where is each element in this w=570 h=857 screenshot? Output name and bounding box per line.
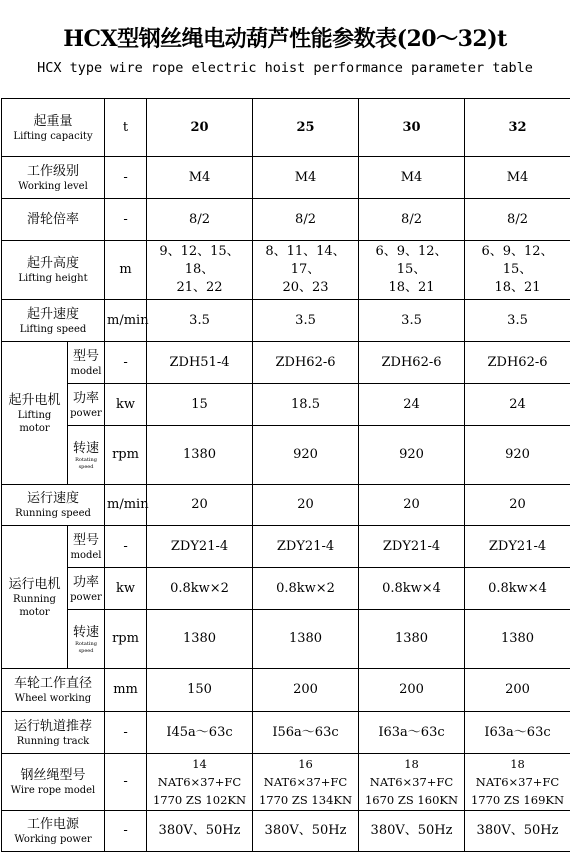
value-cell: 920 [465, 426, 570, 485]
value-cell: M4 [147, 157, 253, 199]
value-cell: ZDH62-6 [359, 342, 465, 384]
unit-cell: t [105, 99, 147, 157]
value-cell: 1380 [253, 610, 359, 669]
value-cell: 3.5 [359, 300, 465, 342]
table-row [2, 241, 570, 300]
unit-cell: - [105, 754, 147, 811]
value-cell: 8/2 [465, 199, 570, 241]
value-cell: 20 [147, 485, 253, 526]
unit-cell: - [105, 526, 147, 568]
value-cell: 24 [465, 384, 570, 426]
table-row [2, 157, 570, 199]
unit-cell: rpm [105, 610, 147, 669]
table-row [2, 712, 570, 754]
unit-cell: - [105, 199, 147, 241]
unit-cell: kw [105, 568, 147, 610]
table-row [2, 300, 570, 342]
value-cell: 0.8kw×4 [465, 568, 570, 610]
row-label: 起升高度 Lifting height [2, 241, 105, 300]
page-subtitle: HCX type wire rope electric hoist performance parameter table [37, 60, 533, 76]
table-row [2, 99, 570, 157]
value-cell: 200 [465, 669, 570, 712]
value-cell: 18 NAT6×37+FC 1770 ZS 169KN [465, 754, 570, 811]
row-label: 运行轨道推荐 Running track [2, 712, 105, 754]
value-cell: 30 [359, 99, 465, 157]
value-cell: 1380 [465, 610, 570, 669]
table-row [2, 610, 570, 669]
sub-label: 型号 model [68, 526, 105, 568]
value-cell: I56a～63c [253, 712, 359, 754]
value-cell: 1380 [147, 610, 253, 669]
value-cell: 8、11、14、17、 20、23 [253, 241, 359, 300]
value-cell: I63a～63c [465, 712, 570, 754]
unit-cell: m/min [105, 485, 147, 526]
unit-cell: mm [105, 669, 147, 712]
value-cell: M4 [359, 157, 465, 199]
value-cell: 0.8kw×2 [147, 568, 253, 610]
sub-label: 转速 Rotating speed [68, 426, 105, 485]
value-cell: 0.8kw×2 [253, 568, 359, 610]
value-cell: 32 [465, 99, 570, 157]
value-cell: 24 [359, 384, 465, 426]
value-cell: 20 [359, 485, 465, 526]
value-cell: ZDY21-4 [253, 526, 359, 568]
unit-cell: kw [105, 384, 147, 426]
sub-label: 转速 Rotating speed [68, 610, 105, 669]
sub-label: 功率 power [68, 568, 105, 610]
value-cell: 200 [359, 669, 465, 712]
table-row [2, 526, 570, 568]
value-cell: ZDY21-4 [147, 526, 253, 568]
unit-cell: - [105, 712, 147, 754]
row-label: 滑轮倍率 [2, 199, 105, 241]
group-label: 起升电机 Lifting motor [2, 342, 68, 485]
row-label: 起升速度 Lifting speed [2, 300, 105, 342]
value-cell: 0.8kw×4 [359, 568, 465, 610]
row-label: 钢丝绳型号 Wire rope model [2, 754, 105, 811]
value-cell: 8/2 [359, 199, 465, 241]
table-row [2, 384, 570, 426]
unit-cell: m/min [105, 300, 147, 342]
value-cell: 20 [147, 99, 253, 157]
unit-cell: rpm [105, 426, 147, 485]
value-cell: ZDY21-4 [359, 526, 465, 568]
table-row [2, 342, 570, 384]
row-label: 工作级别 Working level [2, 157, 105, 199]
row-label: 运行速度 Running speed [2, 485, 105, 526]
value-cell: 1380 [359, 610, 465, 669]
value-cell: 20 [253, 485, 359, 526]
value-cell: 25 [253, 99, 359, 157]
value-cell: 6、9、12、15、 18、21 [465, 241, 570, 300]
value-cell: 380V、50Hz [147, 811, 253, 852]
table-row [2, 426, 570, 485]
parameter-table [1, 98, 570, 852]
table-row [2, 568, 570, 610]
value-cell: 380V、50Hz [465, 811, 570, 852]
value-cell: I63a～63c [359, 712, 465, 754]
sub-label: 型号 model [68, 342, 105, 384]
value-cell: 1380 [147, 426, 253, 485]
value-cell: 3.5 [147, 300, 253, 342]
value-cell: 18 NAT6×37+FC 1670 ZS 160KN [359, 754, 465, 811]
table-row [2, 669, 570, 712]
value-cell: 200 [253, 669, 359, 712]
value-cell: ZDY21-4 [465, 526, 570, 568]
value-cell: ZDH62-6 [465, 342, 570, 384]
table-row [2, 199, 570, 241]
row-label: 工作电源 Working power [2, 811, 105, 852]
value-cell: I45a～63c [147, 712, 253, 754]
group-label: 运行电机 Running motor [2, 526, 68, 669]
value-cell: 380V、50Hz [253, 811, 359, 852]
value-cell: 920 [253, 426, 359, 485]
value-cell: 380V、50Hz [359, 811, 465, 852]
table-row [2, 485, 570, 526]
row-label: 车轮工作直径 Wheel working [2, 669, 105, 712]
page-title: HCX型钢丝绳电动葫芦性能参数表(20～32)t [63, 26, 507, 52]
value-cell: 3.5 [253, 300, 359, 342]
value-cell: 15 [147, 384, 253, 426]
value-cell: 6、9、12、15、 18、21 [359, 241, 465, 300]
value-cell: 16 NAT6×37+FC 1770 ZS 134KN [253, 754, 359, 811]
value-cell: ZDH62-6 [253, 342, 359, 384]
value-cell: 920 [359, 426, 465, 485]
value-cell: M4 [465, 157, 570, 199]
unit-cell: - [105, 342, 147, 384]
value-cell: 9、12、15、18、 21、22 [147, 241, 253, 300]
value-cell: 18.5 [253, 384, 359, 426]
table-row [2, 811, 570, 852]
value-cell: 150 [147, 669, 253, 712]
table-row [2, 754, 570, 811]
value-cell: 8/2 [147, 199, 253, 241]
value-cell: 14 NAT6×37+FC 1770 ZS 102KN [147, 754, 253, 811]
unit-cell: m [105, 241, 147, 300]
row-label: 起重量 Lifting capacity [2, 99, 105, 157]
value-cell: M4 [253, 157, 359, 199]
value-cell: 8/2 [253, 199, 359, 241]
value-cell: ZDH51-4 [147, 342, 253, 384]
value-cell: 3.5 [465, 300, 570, 342]
unit-cell: - [105, 157, 147, 199]
unit-cell: - [105, 811, 147, 852]
sub-label: 功率 power [68, 384, 105, 426]
value-cell: 20 [465, 485, 570, 526]
